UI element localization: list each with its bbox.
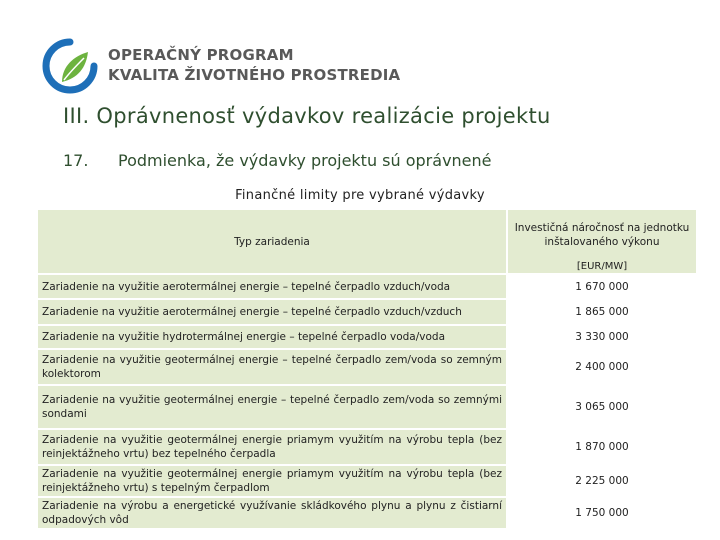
row-type: Zariadenie na využitie geotermálnej energie priamym využitím na výrobu tepla (bez reinjektážneho vrtu) bez tepelného čerpadla — [38, 430, 506, 464]
row-value: 2 400 000 — [508, 350, 696, 384]
row-value: 3 065 000 — [508, 386, 696, 428]
condition-number: 17. — [63, 151, 89, 170]
row-value: 3 330 000 — [508, 326, 696, 348]
row-value: 2 225 000 — [508, 466, 696, 496]
row-value: 1 670 000 — [508, 275, 696, 298]
column-header-type: Typ zariadenia — [38, 210, 506, 273]
section-heading: III. Oprávnenosť výdavkov realizácie projektu — [63, 104, 551, 128]
row-value: 1 750 000 — [508, 498, 696, 528]
limits-table — [38, 210, 698, 528]
row-type: Zariadenie na využitie geotermálnej energie – tepelné čerpadlo zem/voda so zemným kolektorom — [38, 350, 506, 384]
row-type: Zariadenie na využitie aerotermálnej energie – tepelné čerpadlo vzduch/vzduch — [38, 300, 506, 324]
program-logo — [40, 36, 401, 96]
row-type: Zariadenie na výrobu a energetické využívanie skládkového plynu a plynu z čistiarní odpadových vôd — [38, 498, 506, 528]
row-type: Zariadenie na využitie aerotermálnej energie – tepelné čerpadlo vzduch/voda — [38, 275, 506, 298]
logo-text-line1: OPERAČNÝ PROGRAM — [108, 46, 294, 64]
row-type: Zariadenie na využitie geotermálnej energie priamym využitím na výrobu tepla (bez reinjektážneho vrtu) s tepelným čerpadlom — [38, 466, 506, 496]
table-row — [38, 386, 698, 428]
table-row — [38, 498, 698, 528]
table-title: Finančné limity pre vybrané výdavky — [235, 188, 485, 203]
row-type: Zariadenie na využitie hydrotermálnej energie – tepelné čerpadlo voda/voda — [38, 326, 506, 348]
row-type: Zariadenie na využitie geotermálnej energie – tepelné čerpadlo zem/voda so zemnými sondami — [38, 386, 506, 428]
column-header-unit: [EUR/MW] — [508, 260, 696, 273]
table-row — [38, 430, 698, 464]
condition-heading: Podmienka, že výdavky projektu sú oprávnené — [118, 151, 492, 170]
row-value: 1 865 000 — [508, 300, 696, 324]
table-row — [38, 466, 698, 496]
table-row — [38, 326, 698, 348]
table-row — [38, 275, 698, 298]
leaf-ring-logo-icon — [40, 36, 100, 96]
table-row — [38, 300, 698, 324]
table-row — [38, 350, 698, 384]
row-value: 1 870 000 — [508, 430, 696, 464]
column-header-cost: Investičná náročnosť na jednotku inštalovaného výkonu — [508, 210, 696, 260]
logo-text-line2: KVALITA ŽIVOTNÉHO PROSTREDIA — [108, 66, 401, 84]
